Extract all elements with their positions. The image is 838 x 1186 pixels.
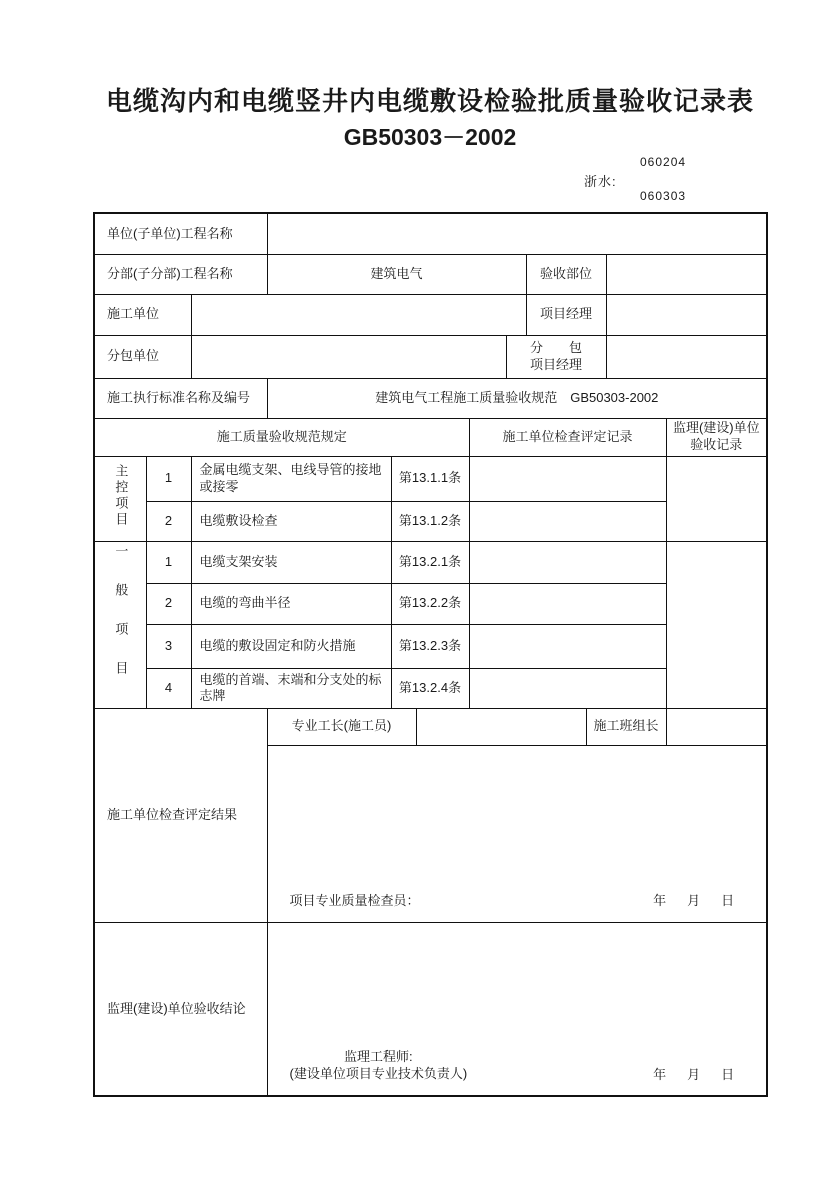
row-supervisor-conclusion: [94, 922, 767, 1096]
form-code-top: 060204: [640, 155, 687, 169]
row-unit-project: [94, 213, 767, 254]
supervisor-header-line2: 验收记录: [690, 437, 743, 452]
supervisor-header-line1: 监理(建设)单位: [672, 420, 760, 436]
row-foreman: [94, 708, 767, 745]
builder-check-result-area[interactable]: [267, 745, 767, 922]
item-clause: 第13.2.3条: [391, 624, 469, 668]
page-title: 电缆沟内和电缆竖井内电缆敷设检验批质量验收记录表: [105, 86, 754, 116]
item-no: 1: [146, 456, 191, 501]
acceptance-form-table: [93, 212, 768, 1097]
item-clause: 第13.1.2条: [391, 501, 469, 541]
unit-project-label: 单位(子单位)工程名称: [94, 213, 267, 254]
standard-label: 施工执行标准名称及编号: [94, 378, 267, 418]
builder-field[interactable]: [191, 294, 526, 335]
supervisor-engineer-note: (建设单位项目专业技术负责人): [289, 1066, 468, 1082]
supervisor-record-header: [666, 418, 767, 456]
section-label-general: 一般项目: [94, 541, 146, 708]
item-name: 电缆的敷设固定和防火措施: [191, 624, 391, 668]
supervisor-date: 年 月 日: [653, 1066, 739, 1082]
supervisor-engineer-block: [290, 1048, 468, 1083]
subcontractor-field[interactable]: [191, 335, 506, 378]
item-name: 金属电缆支架、电线导管的接地或接零: [191, 456, 391, 501]
supervisor-conclusion-area[interactable]: [267, 922, 767, 1096]
builder-label: 施工单位: [94, 294, 191, 335]
unit-project-field[interactable]: [267, 213, 767, 254]
supervisor-record-field[interactable]: [666, 456, 767, 541]
table-row: [94, 456, 767, 501]
team-leader-field[interactable]: [666, 708, 767, 745]
item-no: 2: [146, 583, 191, 624]
page-subtitle: GB50303－2002: [343, 124, 517, 151]
org-label: 浙水:: [584, 174, 617, 189]
acceptance-part-label: 验收部位: [526, 254, 606, 294]
row-builder: [94, 294, 767, 335]
builder-record-header: 施工单位检查评定记录: [469, 418, 666, 456]
item-clause: 第13.2.2条: [391, 583, 469, 624]
subcontractor-label: 分包单位: [94, 335, 191, 378]
row-division-project: [94, 254, 767, 294]
title-block: [93, 86, 767, 152]
standard-value: 建筑电气工程施工质量验收规范 GB50303-2002: [267, 378, 767, 418]
sub-project-manager-field[interactable]: [606, 335, 767, 378]
division-project-value[interactable]: 建筑电气: [267, 254, 526, 294]
section-label-main-control: 主控项目: [94, 456, 146, 541]
project-manager-label: 项目经理: [526, 294, 606, 335]
builder-record-field[interactable]: [469, 583, 666, 624]
sub-pm-label-line1: 分 包: [529, 339, 582, 355]
table-row: [94, 541, 767, 583]
item-clause: 第13.1.1条: [391, 456, 469, 501]
item-name: 电缆的弯曲半径: [191, 583, 391, 624]
builder-record-field[interactable]: [469, 668, 666, 708]
form-code-bottom: 060303: [640, 189, 687, 203]
item-no: 3: [146, 624, 191, 668]
supervisor-record-field[interactable]: [666, 541, 767, 708]
supervisor-conclusion-label: 监理(建设)单位验收结论: [94, 922, 267, 1096]
row-standard: [94, 378, 767, 418]
item-no: 2: [146, 501, 191, 541]
foreman-field[interactable]: [416, 708, 586, 745]
acceptance-part-field[interactable]: [606, 254, 767, 294]
sub-pm-label-line2: 项目经理: [529, 356, 582, 372]
row-subcontractor: [94, 335, 767, 378]
sub-project-manager-label: [506, 335, 606, 378]
team-leader-label: 施工班组长: [586, 708, 666, 745]
item-clause: 第13.2.4条: [391, 668, 469, 708]
item-clause: 第13.2.1条: [391, 541, 469, 583]
inspector-label: 项目专业质量检查员：: [289, 893, 420, 909]
item-name: 电缆的首端、末端和分支处的标志牌: [191, 668, 391, 708]
builder-record-field[interactable]: [469, 541, 666, 583]
division-project-label: 分部(子分部)工程名称: [94, 254, 267, 294]
builder-check-result-label: 施工单位检查评定结果: [94, 708, 267, 922]
item-no: 4: [146, 668, 191, 708]
supervisor-engineer-label: 监理工程师:: [344, 1048, 413, 1064]
row-table-header: [94, 418, 767, 456]
inspector-date: 年 月 日: [653, 893, 739, 909]
builder-record-field[interactable]: [469, 456, 666, 501]
item-name: 电缆敷设检查: [191, 501, 391, 541]
builder-record-field[interactable]: [469, 624, 666, 668]
item-name: 电缆支架安装: [191, 541, 391, 583]
item-no: 1: [146, 541, 191, 583]
spec-header: 施工质量验收规范规定: [94, 418, 469, 456]
project-manager-field[interactable]: [606, 294, 767, 335]
foreman-label: 专业工长(施工员): [267, 708, 416, 745]
builder-record-field[interactable]: [469, 501, 666, 541]
